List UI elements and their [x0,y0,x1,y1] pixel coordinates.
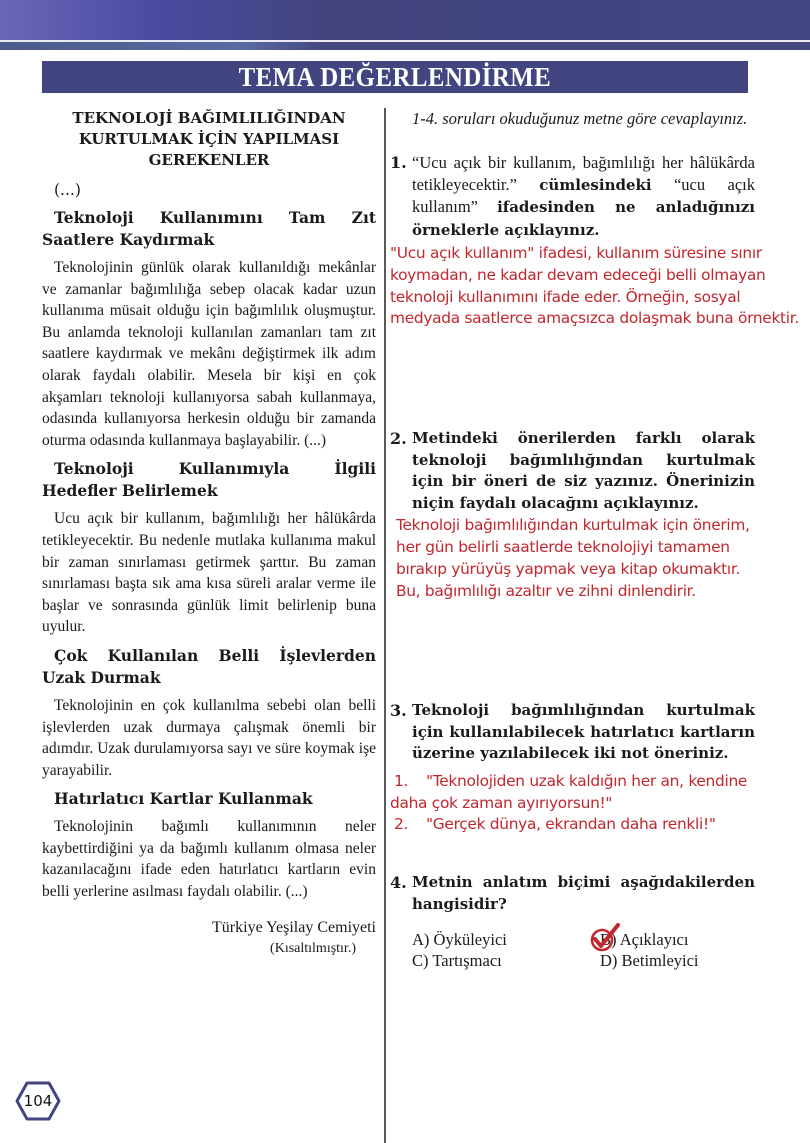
answer-2[interactable] [390,515,810,602]
answer-1[interactable] [390,243,810,330]
question-number: 4. [390,873,407,893]
choice-label: B) Açıklayıcı [600,930,689,950]
article-title-line: TEKNOLOJİ BAĞIMLILIĞINDAN [72,109,346,127]
answer-3[interactable] [390,771,810,836]
choice-label: A) Öyküleyici [412,930,507,950]
question-quote: “ucu açık kullanım” [412,174,755,216]
answer-note-continuation: daha çok zaman ayırıyorsun!" [390,793,613,812]
question-number: 3. [390,701,407,721]
question-emphasis: cümlesindeki [539,175,652,194]
answer-line: bırakıp yürüyüş yapmak veya kitap okumaktır. [396,559,741,578]
answer-note-text: "Gerçek dünya, ekrandan daha renkli!" [426,815,716,834]
page-title: TEMA DEĞERLENDİRME [238,61,552,92]
question-4 [390,872,755,915]
answer-line: medyada saatlerce amaçsızca dolaşmak buna örnektir. [390,309,799,328]
choice-label: D) Betimleyici [600,951,699,971]
question-2 [390,428,755,514]
answer-note-1 [390,771,810,793]
reading-passage [42,108,376,959]
section-heading: Teknoloji Kullanımını Tam Zıt Saatlere Kaydırmak [42,208,376,249]
question-text: Teknoloji bağımlılığından kurtulmak için kullanılabilecek hatırlatıcı kartların üzerine yazılabilecek iki not öneriniz. [412,701,755,763]
header-band-lower [0,42,810,50]
section-paragraph: Teknolojinin en çok kullanılma sebebi olan belli işlevlerden uzak durmaya çalışmak önemli bir adımdır. Uzak durulamıyorsa sayı ve süre koymak işe yarayabilir. [42,696,376,779]
answer-line: "Ucu açık kullanım" ifadesi, kullanım süresine sınır [390,244,762,262]
article-title-line: KURTULMAK İÇİN YAPILMASI [78,130,340,148]
answer-line: koymadan, ne kadar devam edeceği belli olmayan [390,265,766,284]
question-text [412,152,755,241]
question-text: Metnin anlatım biçimi aşağıdakilerden hangisidir? [412,873,755,913]
answer-choices [390,929,810,971]
section-heading: Hatırlatıcı Kartlar Kullanmak [54,789,313,809]
answer-note-number: 1. [394,771,409,790]
choice-label: C) Tartışmacı [412,951,502,971]
section-heading: Çok Kullanılan Belli İşlevlerden Uzak Durmak [42,645,376,687]
section-heading: Teknoloji Kullanımıyla İlgili Hedefler Belirlemek [42,459,376,501]
article-source-note: (Kısaltılmıştır.) [270,940,356,956]
section-paragraph: Teknolojinin günlük olarak kullanıldığı mekânlar ve zamanlar bağımlılığa sebep olacak kadar uzun kullanıma müsait olduğu için bağımlılık oluşmuştur. Bu anlamda teknoloji kullanılan zamanları tam zıt saatlere kaydırmak ve mekânı değiştirmek ilk adım olarak faydalı olabilir. Mesela bir kişi en çok akşamları teknoloji kullanıyorsa sabah kullanmaya, odasında kullanıyorsa herkesin olduğu bir zamanda oturma odasında kullanmaya başlayabilir. (...) [42,259,376,449]
question-3 [390,700,755,765]
choice-b-selected[interactable] [600,929,760,950]
question-text: Metindeki önerilerden farklı olarak teknoloji bağımlılığından kurtulmak için bir öneri de siz yazınız. Önerinizin niçin faydalı olacağını açıklayınız. [412,429,755,512]
question-1 [390,152,755,241]
answer-note-text: "Teknolojiden uzak kaldığın her an, kendine [426,771,748,790]
answer-line: Bu, bağımlılığı azaltır ve zihni dinlendirir. [396,581,696,600]
article-source: Türkiye Yeşilay Cemiyeti [212,918,376,936]
choice-c[interactable] [412,950,600,971]
article-title-line: GEREKENLER [148,151,270,169]
question-number: 2. [390,429,407,449]
section-paragraph: Ucu açık bir kullanım, bağımlılığı her hâlükârda tetikleyecektir. Bu nedenle mutlaka kullanıma makul bir zaman sınırlaması getirmek şarttır. Bu zaman sınırlaması başta sık ama kısa süreli aralar verme ile başlar ve sonrasında günlük limit belirlenip buna uyulur. [42,510,376,636]
answer-line: Teknoloji bağımlılığından kurtulmak için önerim, [396,516,750,535]
section-title-bar [42,61,748,93]
header-band [0,0,810,40]
question-quote: “Ucu açık bir kullanım, bağımlılığı her hâlükârda tetikleyecektir.” [412,153,755,194]
questions-panel [390,108,810,971]
question-emphasis: ifadesinden ne anladığınızı örneklerle açıklayınız. [412,198,755,239]
section-paragraph: Teknolojinin bağımlı kullanımının neler kaybettirdiğini ya da bağımlı kullanım olmasa neler kazanılacağını ifade eden hatırlatıcı kartların evin belli yerlerine asılması faydalı olabilir. (...) [42,818,376,901]
column-divider [384,108,386,1143]
answer-note-2 [390,814,810,836]
answer-line: teknoloji kullanımını ifade eder. Örneğin, sosyal [390,287,741,306]
questions-instruction: 1-4. soruları okuduğunuz metne göre cevaplayınız. [412,109,748,128]
article-title [42,108,376,171]
question-number: 1. [390,153,407,172]
answer-line: her gün belirli saatlerde teknolojiyi tamamen [396,537,730,556]
choice-d[interactable] [600,950,760,971]
checkmark-circle-icon [588,923,622,953]
answer-note-number: 2. [394,815,409,834]
page-number: 104 [23,1092,53,1110]
choice-a[interactable] [412,929,600,950]
page-number-badge [13,1080,63,1122]
article-opening-ellipsis: (...) [54,181,81,199]
